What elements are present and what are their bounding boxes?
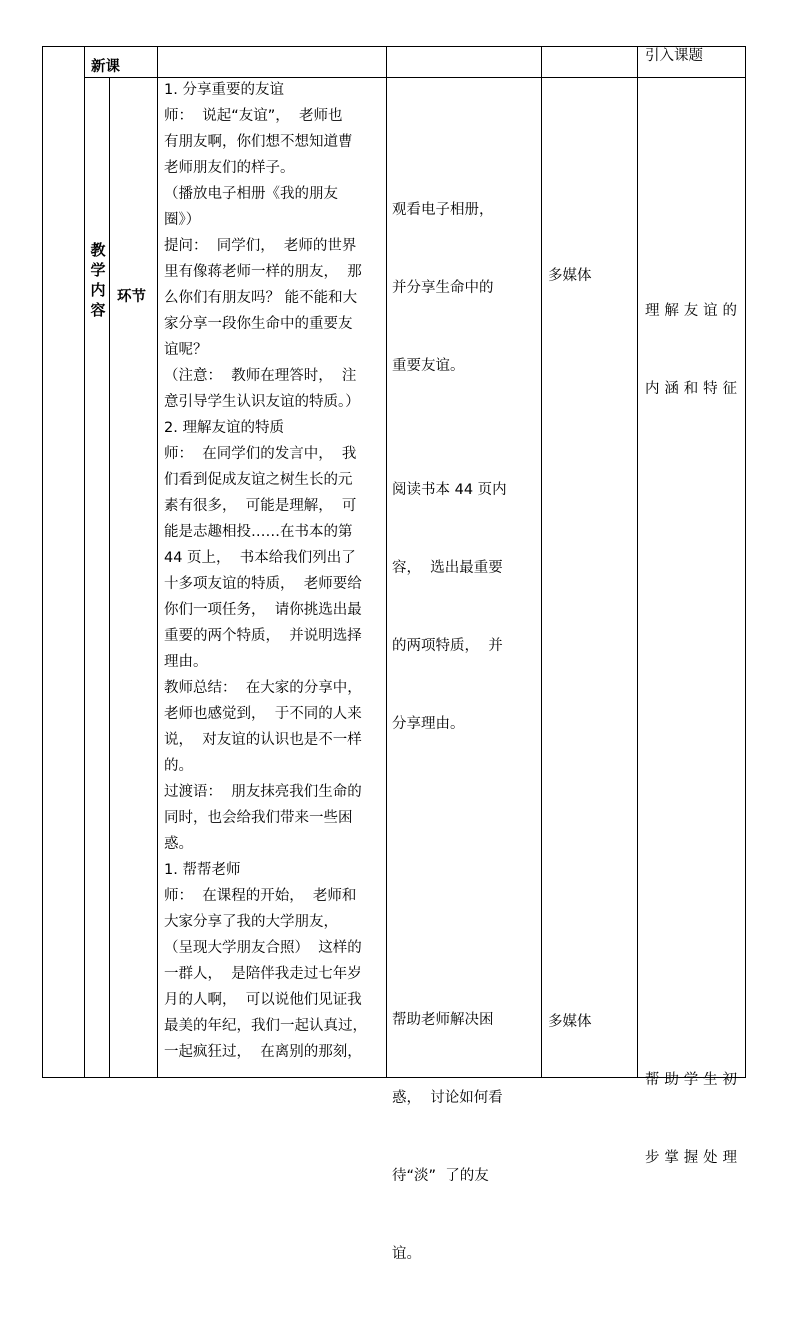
teacher-activity-line: 家分享一段你生命中的重要友 bbox=[164, 316, 353, 332]
teacher-activity-line: 能是志趣相投……在书本的第 bbox=[164, 524, 353, 540]
col-divider-3 bbox=[157, 46, 158, 1078]
teacher-activity-line: 1. 分享重要的友谊 bbox=[164, 82, 284, 98]
label-char: 容 bbox=[90, 301, 106, 319]
purpose-line: 步掌握处理 bbox=[645, 1150, 737, 1166]
col-divider-4 bbox=[386, 46, 387, 1078]
teacher-activity-line: 说， 对友谊的认识也是不一样 bbox=[164, 732, 362, 748]
teacher-activity-line: 师： 在同学们的发言中， 我 bbox=[164, 446, 357, 462]
teacher-activity-line: 师： 在课程的开始， 老师和 bbox=[164, 888, 357, 904]
label-char: 教 bbox=[90, 241, 106, 259]
student-activity-block-3 bbox=[392, 955, 503, 1319]
teacher-activity-line: 重要的两个特质， 并说明选择 bbox=[164, 628, 362, 644]
teacher-activity-line: 圈》） bbox=[164, 212, 201, 228]
student-activity-line: 重要友谊。 bbox=[392, 358, 465, 374]
student-activity-line: 并分享生命中的 bbox=[392, 280, 494, 296]
student-activity-line: 观看电子相册， bbox=[392, 202, 494, 218]
teacher-activity-line: 2. 理解友谊的特质 bbox=[164, 420, 284, 436]
teacher-activity-line: 月的人啊， 可以说他们见证我 bbox=[164, 992, 362, 1008]
teacher-activity-line: 惑。 bbox=[164, 836, 193, 852]
teacher-activity-line: 老师也感觉到， 于不同的人来 bbox=[164, 706, 362, 722]
media-cell-1: 多媒体 bbox=[548, 268, 592, 284]
teacher-activity-line: 1. 帮帮老师 bbox=[164, 862, 241, 878]
teacher-activity-line: （呈现大学朋友合照） 这样的 bbox=[164, 940, 362, 956]
teacher-activity-line: 大家分享了我的大学朋友， bbox=[164, 914, 338, 930]
student-activity-block-2 bbox=[392, 425, 507, 789]
teacher-activity-line: （注意： 教师在理答时， 注 bbox=[164, 368, 357, 384]
teacher-activity-line: 们看到促成友谊之树生长的元 bbox=[164, 472, 353, 488]
teacher-activity-line: 教师总结： 在大家的分享中， bbox=[164, 680, 362, 696]
teacher-activity-line: 有朋友啊，你们想不想知道曹 bbox=[164, 134, 353, 150]
col-divider-6 bbox=[637, 46, 638, 1078]
teacher-activity-line: 师： 说起“友谊”， 老师也 bbox=[164, 108, 343, 124]
teacher-activity-line: 一起疯狂过， 在离别的那刻， bbox=[164, 1044, 362, 1060]
teaching-content-label bbox=[89, 240, 107, 320]
student-activity-line: 待“淡” 了的友 bbox=[392, 1168, 489, 1184]
student-activity-line: 容， 选出最重要 bbox=[392, 560, 503, 576]
label-char: 学 bbox=[90, 261, 106, 279]
teacher-activity-line: 理由。 bbox=[164, 654, 208, 670]
col-divider-1 bbox=[84, 46, 85, 1078]
purpose-line: 理解友谊的 bbox=[645, 303, 737, 319]
col-divider-5 bbox=[541, 46, 542, 1078]
teacher-activity-line: 你们一项任务， 请你挑选出最 bbox=[164, 602, 362, 618]
teacher-activity-text bbox=[164, 77, 367, 1065]
section-label: 新课 bbox=[91, 59, 120, 75]
teacher-activity-line: 44 页上， 书本给我们列出了 bbox=[164, 550, 356, 566]
teacher-activity-line: 最美的年纪，我们一起认真过， bbox=[164, 1018, 367, 1034]
teacher-activity-line: （播放电子相册《我的朋友 bbox=[164, 186, 338, 202]
teacher-activity-line: 意引导学生认识友谊的特质。） bbox=[164, 394, 360, 410]
purpose-line: 帮助学生初 bbox=[645, 1072, 737, 1088]
table-right-border bbox=[745, 46, 746, 1078]
purpose-header-text: 引入课题 bbox=[645, 48, 703, 64]
media-cell-2: 多媒体 bbox=[548, 1014, 592, 1030]
teacher-activity-line: 谊呢？ bbox=[164, 342, 208, 358]
purpose-line: 内涵和特征 bbox=[645, 381, 737, 397]
teacher-activity-line: 同时，也会给我们带来一些困 bbox=[164, 810, 353, 826]
teacher-activity-line: 一群人， 是陪伴我走过七年岁 bbox=[164, 966, 362, 982]
table-top-border bbox=[42, 46, 746, 47]
col-divider-2 bbox=[109, 77, 110, 1078]
teacher-activity-line: 提问： 同学们， 老师的世界 bbox=[164, 238, 357, 254]
student-activity-block-1 bbox=[392, 145, 494, 431]
student-activity-line: 分享理由。 bbox=[392, 716, 465, 732]
label-char: 内 bbox=[90, 281, 106, 299]
purpose-cell-1 bbox=[645, 246, 737, 454]
teacher-activity-line: 老师朋友们的样子。 bbox=[164, 160, 295, 176]
teacher-activity-line: 里有像蒋老师一样的朋友， 那 bbox=[164, 264, 362, 280]
student-activity-line: 惑， 讨论如何看 bbox=[392, 1090, 503, 1106]
student-activity-line: 的两项特质， 并 bbox=[392, 638, 503, 654]
teacher-activity-line: 过渡语： 朋友抹亮我们生命的 bbox=[164, 784, 362, 800]
student-activity-line: 阅读书本 44 页内 bbox=[392, 482, 507, 498]
teacher-activity-line: 十多项友谊的特质， 老师要给 bbox=[164, 576, 362, 592]
student-activity-line: 谊。 bbox=[392, 1246, 421, 1262]
table-left-border bbox=[42, 46, 43, 1078]
teacher-activity-line: 么你们有朋友吗？ 能不能和大 bbox=[164, 290, 358, 306]
teacher-activity-line: 素有很多， 可能是理解， 可 bbox=[164, 498, 357, 514]
purpose-cell-2 bbox=[645, 1015, 737, 1223]
student-activity-line: 帮助老师解决困 bbox=[392, 1012, 494, 1028]
stage-label: 环节 bbox=[117, 289, 146, 305]
teacher-activity-line: 的。 bbox=[164, 758, 193, 774]
